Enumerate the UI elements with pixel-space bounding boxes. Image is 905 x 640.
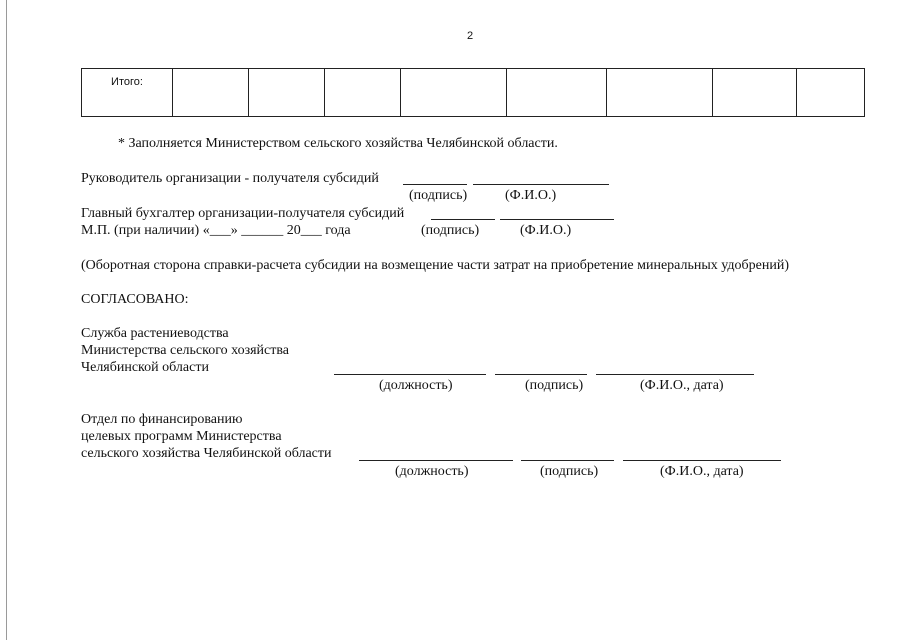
approval-2-line: Отдел по финансированию — [81, 412, 243, 427]
approval-1-signature-caption: (подпись) — [525, 378, 584, 393]
approval-2-position-caption: (должность) — [395, 464, 469, 479]
approval-2-signature-caption: (подпись) — [540, 464, 599, 479]
table-cell — [401, 69, 507, 117]
accountant-signature-label: Главный бухгалтер организации-получателя субсидий — [81, 206, 405, 221]
approval-2-line: целевых программ Министерства — [81, 429, 282, 444]
head-signature-caption: (подпись) — [409, 188, 468, 203]
head-signature-label: Руководитель организации - получателя субсидий — [81, 171, 379, 186]
totals-table — [81, 68, 865, 117]
stamp-date-line: М.П. (при наличии) «___» ______ 20___ года — [81, 223, 351, 238]
table-cell — [325, 69, 401, 117]
accountant-signature-line[interactable] — [431, 219, 495, 220]
total-label-cell: Итого: — [82, 69, 173, 117]
table-cell — [507, 69, 607, 117]
approval-1-position-caption: (должность) — [379, 378, 453, 393]
footnote: * Заполняется Министерством сельского хозяйства Челябинской области. — [118, 136, 558, 151]
approval-1-name-date-line[interactable] — [596, 374, 754, 375]
head-name-line[interactable] — [473, 184, 609, 185]
accountant-name-line[interactable] — [500, 219, 614, 220]
reverse-side-note: (Оборотная сторона справки-расчета субсидии на возмещение части затрат на приобретение минеральных удобрений) — [81, 258, 789, 273]
table-cell — [797, 69, 865, 117]
approval-1-signature-line[interactable] — [495, 374, 587, 375]
accountant-name-caption: (Ф.И.О.) — [520, 223, 572, 238]
accountant-signature-caption: (подпись) — [421, 223, 480, 238]
table-cell — [249, 69, 325, 117]
approval-2-position-line[interactable] — [359, 460, 513, 461]
footnote-separator — [81, 116, 239, 117]
page-left-edge — [6, 0, 7, 640]
approval-2-signature-line[interactable] — [521, 460, 614, 461]
table-cell — [607, 69, 713, 117]
approval-1-name-date-caption: (Ф.И.О., дата) — [640, 378, 724, 393]
head-name-caption: (Ф.И.О.) — [505, 188, 557, 203]
approval-1-line: Челябинской области — [81, 360, 209, 375]
approval-1-line: Служба растениеводства — [81, 326, 229, 341]
page-number: 2 — [467, 30, 474, 42]
approval-2-name-date-caption: (Ф.И.О., дата) — [660, 464, 744, 479]
approved-heading: СОГЛАСОВАНО: — [81, 292, 189, 307]
approval-2-name-date-line[interactable] — [623, 460, 781, 461]
table-cell — [713, 69, 797, 117]
approval-1-line: Министерства сельского хозяйства — [81, 343, 290, 358]
approval-1-position-line[interactable] — [334, 374, 486, 375]
table-row — [82, 69, 865, 117]
table-cell — [173, 69, 249, 117]
approval-2-line: сельского хозяйства Челябинской области — [81, 446, 332, 461]
head-signature-line[interactable] — [403, 184, 467, 185]
